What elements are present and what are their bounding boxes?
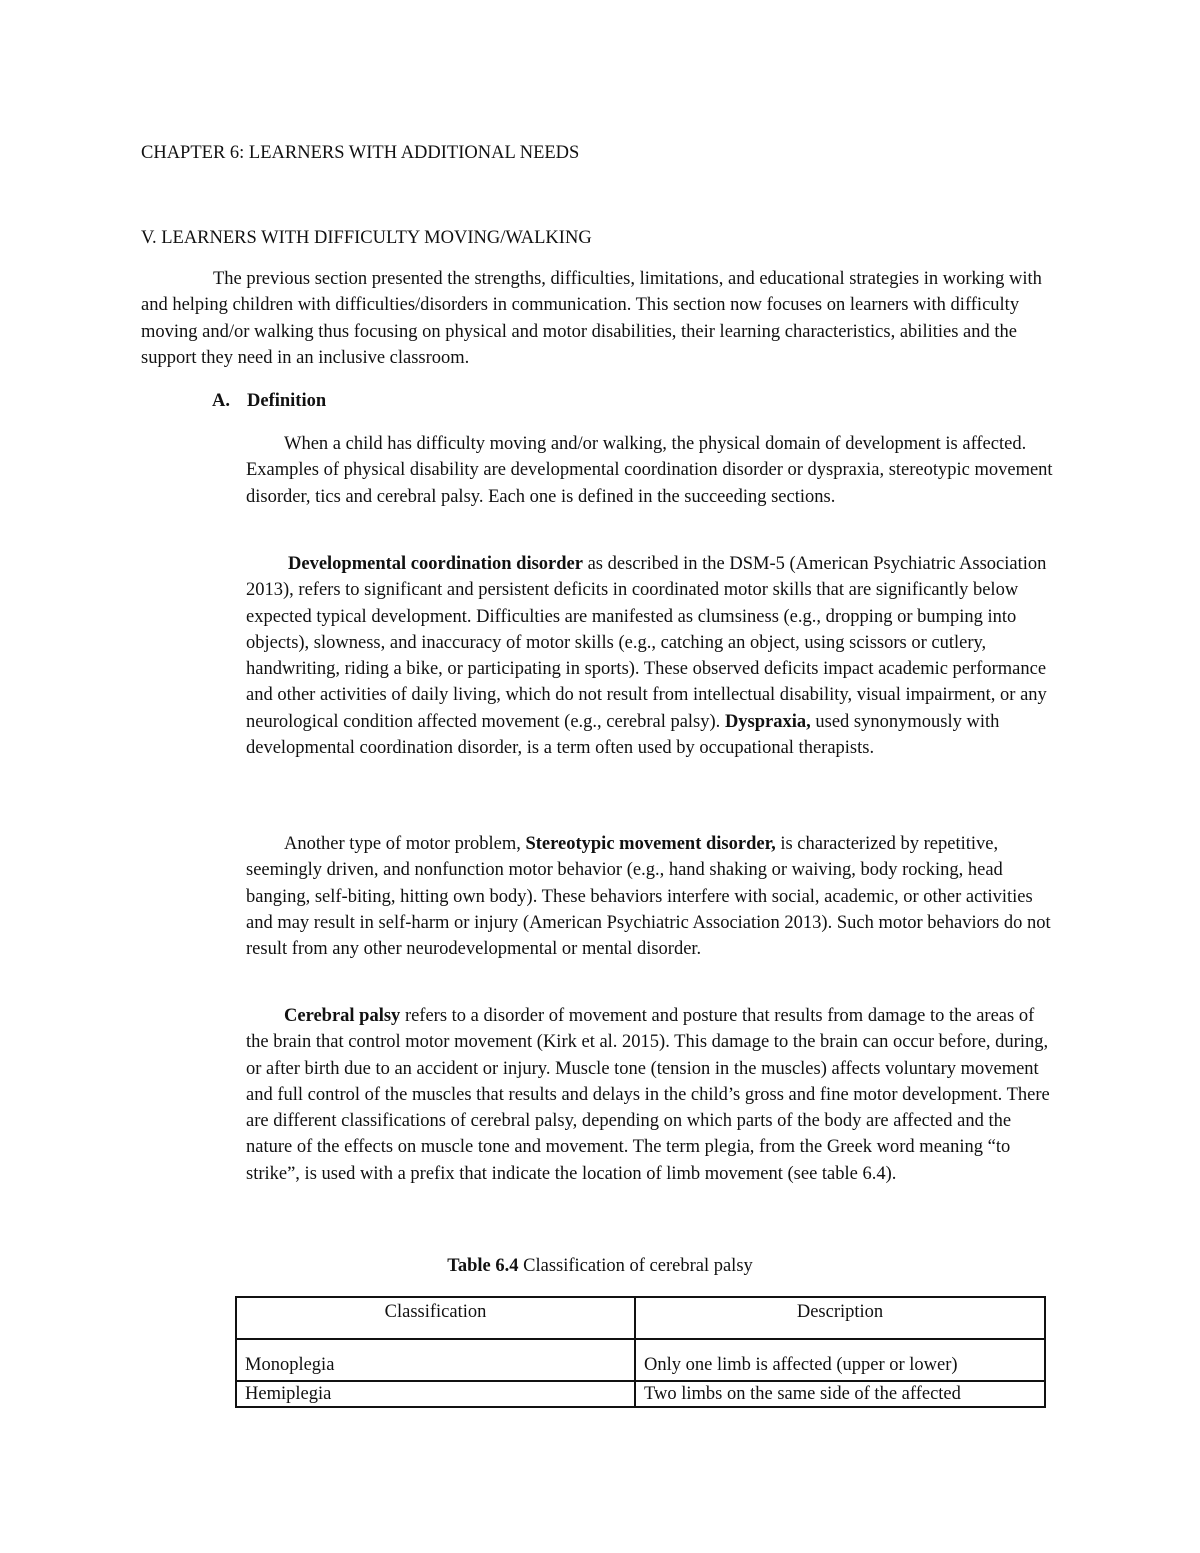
dyspraxia-text: used synonymously with developmental coordination disorder, is a term often used by occupational therapists. bbox=[246, 711, 1000, 759]
subsection-title: Definition bbox=[247, 391, 327, 411]
table-header-row bbox=[236, 1297, 1045, 1339]
dcd-paragraph bbox=[246, 551, 1061, 761]
table-cell: Two limbs on the same side of the affected bbox=[635, 1381, 1045, 1407]
section-heading: V. LEARNERS WITH DIFFICULTY MOVING/WALKING bbox=[141, 228, 592, 248]
table-caption-text: Classification of cerebral palsy bbox=[518, 1256, 753, 1276]
table-caption bbox=[0, 1256, 1200, 1277]
subsection-heading bbox=[212, 391, 326, 412]
cp-text: refers to a disorder of movement and posture that results from damage to the areas of the brain that control motor movement (Kirk et al. 2015). This damage to the brain can occur before, during, or after birth due to an accident or injury. Muscle tone (tension in the muscles) affects voluntary movement and full control of the muscles that results and delays in the child’s gross and fine motor development. There are different classifications of cerebral palsy, depending on which parts of the body are affected and the nature of the effects on muscle tone and movement. The term plegia, from the Greek word meaning “to strike”, is used with a prefix that indicate the location of limb movement (see table 6.4). bbox=[246, 1006, 1050, 1184]
intro-paragraph: The previous section presented the strengths, difficulties, limitations, and educational strategies in working with and helping children with difficulties/disorders in communication. This section now focuses on learners with difficulty moving and/or walking thus focusing on physical and motor disabilities, their learning characteristics, abilities and the support they need in an inclusive classroom. bbox=[141, 269, 1042, 368]
table-row bbox=[236, 1381, 1045, 1407]
smd-term: Stereotypic movement disorder, bbox=[525, 834, 776, 854]
dcd-text: as described in the DSM-5 (American Psychiatric Association 2013), refers to significant and persistent deficits in coordinated motor skills that are significantly below expected typical development. Difficulties are manifested as clumsiness (e.g., dropping or bumping into objects), slowness, and inaccuracy of motor skills (e.g., catching an object, using scissors or cutlery, handwriting, riding a bike, or participating in sports). These observed deficits impact academic performance and other activities of daily living, which do not result from intellectual disability, visual impairment, or any neurological condition affected movement (e.g., cerebral palsy). bbox=[246, 554, 1047, 732]
classification-table bbox=[235, 1296, 1046, 1408]
table-row bbox=[236, 1339, 1045, 1381]
smd-lead: Another type of motor problem, bbox=[284, 834, 526, 854]
dcd-term: Developmental coordination disorder bbox=[288, 554, 583, 574]
subsection-letter: A. bbox=[212, 391, 230, 411]
table-cell: Only one limb is affected (upper or lower) bbox=[635, 1339, 1045, 1381]
table-caption-label: Table 6.4 bbox=[447, 1256, 519, 1276]
table-cell: Hemiplegia bbox=[236, 1381, 635, 1407]
cp-term: Cerebral palsy bbox=[284, 1006, 401, 1026]
definition-paragraph: When a child has difficulty moving and/or walking, the physical domain of development is affected. Examples of physical disability are developmental coordination disorder or dyspraxia, stereotypic movement disorder, tics and cerebral palsy. Each one is defined in the succeeding sections. bbox=[246, 434, 1053, 507]
smd-text: is characterized by repetitive, seemingly driven, and nonfunction motor behavior (e.g., hand shaking or waiving, body rocking, head banging, self-biting, hitting own body). These behaviors interfere with social, academic, or other activities and may result in self-harm or injury (American Psychiatric Association 2013). Such motor behaviors do not result from any other neurodevelopmental or mental disorder. bbox=[246, 834, 1051, 960]
dyspraxia-term: Dyspraxia, bbox=[724, 711, 811, 732]
smd-paragraph bbox=[246, 831, 1061, 962]
cp-paragraph bbox=[246, 1003, 1061, 1187]
table-header-cell: Description bbox=[635, 1297, 1045, 1339]
table-header-cell: Classification bbox=[236, 1297, 635, 1339]
table-cell: Monoplegia bbox=[236, 1339, 635, 1381]
chapter-title: CHAPTER 6: LEARNERS WITH ADDITIONAL NEEDS bbox=[141, 143, 580, 163]
